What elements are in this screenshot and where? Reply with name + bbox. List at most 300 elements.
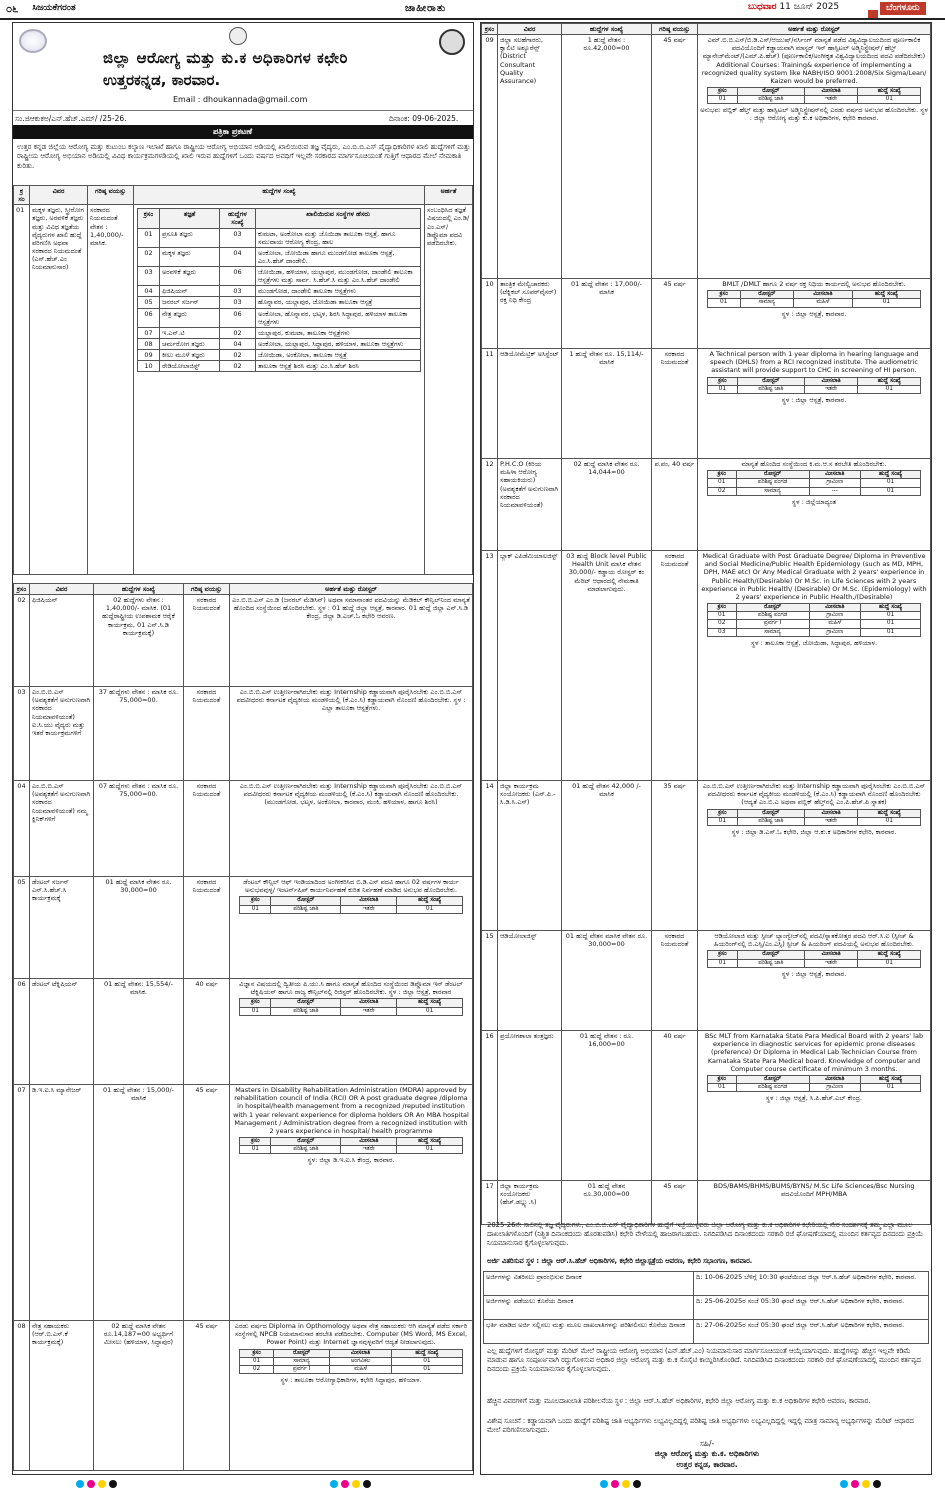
reference-number: ಸಂ.ಜಿಆಕುಕಅ/ಎನ್.ಹೆಚ್.ಎಮ್/ /25-26. bbox=[15, 114, 127, 123]
t1-header: ಹುದ್ದೆಗಳ ಸಂಖ್ಯೆ bbox=[134, 186, 425, 205]
office-header bbox=[13, 23, 473, 111]
roster-cell: ಗ್ರಾಮೀಣ bbox=[809, 612, 860, 620]
roster-cell: 01 bbox=[858, 96, 921, 104]
specialty-row bbox=[138, 327, 421, 338]
specialty-cell: 02 bbox=[220, 327, 256, 338]
specialty-cell: ಮಕ್ಕಳ ತಜ್ಞರು bbox=[160, 247, 220, 266]
specialty-cell: ಅಂಕೋಲಾ, ಜೋಯಿಡಾ ಹಾಗೂ ಮುಂಡಗೋಡ ತಾಲೂಕಾ ಆಸ್ಪತ್ರೆ, ಎಂ.ಸಿ.ಹೆಚ್ ದಾಂಡೇಲಿ. bbox=[256, 247, 421, 266]
qualification-text: A Technical person with 1 year diploma in hearing language and speech (DHLS) from a RCI recognized institute. The audiometric assistant will provide support to CHC in screening of HI person. bbox=[709, 350, 919, 375]
post-designation: ಬ್ಲಾಕ್ ಎಪಿಡೆಮಿಯಾಲಜಿಸ್ಟ್ bbox=[498, 551, 562, 781]
specialty-row bbox=[138, 267, 421, 286]
specialist-table bbox=[13, 185, 473, 575]
post-age: ಸರಕಾರದ ನಿಯಮದಂತೆ bbox=[184, 595, 230, 687]
header-row bbox=[14, 584, 473, 595]
post-designation: ಎಂ.ಬಿ.ಬಿ.ಎಸ್ (ಅವಶ್ಯಕತೆಗೆ ಅನುಗುಣವಾಗಿ ಸರಕಾರದ ನಿಯಮಾವಳಿಯಂತೆ) ಐ.ಸಿ.ಯು ವೈದ್ಯರು ಮತ್ತು ಇತರೆ ಕಾರ್ಯಕ್ರಮಗಳಿಗೆ bbox=[30, 687, 94, 781]
roster-col: ರೋಸ್ಟರ್ bbox=[737, 377, 804, 385]
footer-note-3: ಎಲ್ಲ ಹುದ್ದೆಗಳಿಗೆ ರೋಸ್ಟರ್ ಮತ್ತು ಮೆರಿಟ್ ಮೇಲೆ ರಾಷ್ಟ್ರೀಯ ಆರೋಗ್ಯ ಅಭಿಯಾನ (ಎನ್.ಹೆಚ್.ಎಂ) ನಿಯಮಾನುಸಾರ ಮಾರ್ಗಸೂಚಿಯಂತೆ ಆಯ್ಕೆಯಾಗುವುದು. ಹುದ್ದೆಗಳನ್ನು ಹೆಚ್ಚಿಸ ಇಲ್ಲವೇ ಕಡಿಮೆ ಮಾಡುವ ಹಾಗೂ ಸಂಪೂರ್ಣವಾಗಿ ರದ್ದುಗೊಳಿಸುವ ಅಧಿಕಾರ ಜಿಲ್ಲಾ ಆರೋಗ್ಯ ಮತ್ತು ಕು.ಕ ಸೊಸೈಟಿ ಕಾಯ್ದಿರಿಸಿಕೊಂಡಿದೆ. ನಿಗದಿಪಡಿಸಿದ ದಿನಾಂಕದಂದು ಸರಕಾರಿ ರಜೆ ಘೋಷಣೆಯಾದಲ್ಲಿ ಮುಂದಿನ ಕರ್ತವ್ಯದ ದಿನದಂದು ಪ್ರಕ್ರಿಯೆ ನಿಯಮಾನುಸಾರ ಕೈಗೊಳ್ಳಲಾಗುವುದು. bbox=[487, 1347, 921, 1373]
specialty-row bbox=[138, 297, 421, 308]
roster-col: ಹುದ್ದೆ ಸಂಖ್ಯೆ bbox=[397, 999, 463, 1007]
schedule-row bbox=[484, 1296, 929, 1320]
post-count: 03 ಹುದ್ದೆ Block level Public Health Unit ಮಾಸಿಕ ವೇತನ 30,000/- ಕಡ್ಡಾಯ ರೋಸ್ಟರ್ ಕಂ ಮೆರಿಟ್ ಆಧಾರದಲ್ಲಿ ನೇಮಕಾತಿ ಮಾಡಲಾಗುವುದು. bbox=[562, 551, 652, 781]
roster-table bbox=[239, 998, 463, 1015]
roster-cell: 02 bbox=[240, 1365, 274, 1373]
column-header: ಗರಿಷ್ಠ ವಯಸ್ಸು bbox=[652, 24, 698, 35]
roster-col: ಕ್ರಸಂ bbox=[240, 1137, 271, 1145]
roster-col: ರೋಸ್ಟರ್ bbox=[737, 809, 804, 817]
footer-special-note: ವಿಶೇಷ ಸೂಚನೆ : ಕಡ್ಡಾಯವಾಗಿ ಒಂದು ಹುದ್ದೆಗೆ ಪರಿಶಿಷ್ಟ ಜಾತಿ ಅಭ್ಯರ್ಥಿಗಳು ಲಭ್ಯವಿಲ್ಲದಿದ್ದಲ್ಲಿ ಪರಿಶಿಷ್ಟ ಜಾತಿ ಅಭ್ಯರ್ಥಿಗಳು ಲಭ್ಯವಿಲ್ಲದಿದ್ದಲ್ಲಿ ಇದ್ದಲ್ಲಿ ಮಾತ್ರ ಸಾಮಾನ್ಯ ಅಭ್ಯರ್ಥಿಗಳನ್ನು ಮೆರಿಟ್ ಆಧಾರದ ಮೇಲೆ ಪರಿಗಣಿಸಲಾಗುವುದು. bbox=[487, 1417, 914, 1434]
press-release-banner: ಪತ್ರಿಕಾ ಪ್ರಕಟಣೆ bbox=[13, 125, 473, 139]
reference-date: ದಿನಾಂಕ: 09-06-2025. bbox=[389, 114, 459, 123]
roster-row bbox=[240, 1007, 463, 1015]
roster-cell: ಅಂಗವಿಕಲ bbox=[330, 1357, 392, 1365]
post-designation: ಜಿಲ್ಲಾ ಸಲಹೆಗಾರರು, ಕ್ವಾಲಿಟಿ ಅಶ್ಯೂರೆನ್ಸ್ (District Consultant Quality Assurance) bbox=[498, 35, 562, 279]
specialty-cell: ಕುಮಟಾ, ಅಂಕೋಲಾ ಮತ್ತು ಜೊಯಿಡಾ ತಾಲೂಕಾ ಆಸ್ಪತ್ರೆ, ಹಾಗೂ ಸಮುದಾಯ ಆರೋಗ್ಯ ಕೇಂದ್ರ, ಹಾಲ bbox=[256, 228, 421, 247]
post-designation: ಡಿ.ಇ.ಐ.ಸಿ ಮ್ಯಾನೇಜರ್ bbox=[30, 1085, 94, 1321]
schedule-label: ಭರ್ತಿ ಮಾಡಿದ ಅರ್ಜಿ ಸಲ್ಲಿಸಲು ಮತ್ತು ಮೂಲ ದಾಖಲಾತಿಗಳನ್ನು ಪರಿಶೀಲಿಸಲು ಕೊನೆಯ ದಿನಾಂಕ bbox=[484, 1320, 694, 1344]
post-qualification bbox=[230, 1085, 473, 1321]
post-count: 01 ಹುದ್ದೆ ಮಾಸಿಕ ವೇತನ ರೂ. 30,000=00 bbox=[94, 877, 184, 979]
specialty-cell: 03 bbox=[220, 286, 256, 297]
roster-col: ರೋಸ್ಟರ್ bbox=[737, 951, 804, 959]
post-sno: 09 bbox=[482, 35, 498, 279]
t1-header: ಅರ್ಹತೆ bbox=[425, 186, 473, 205]
roster-table bbox=[707, 377, 921, 394]
qualification-text: BDS/BAMS/BHMS/BUMS/BYNS/ M.Sc Life Sciences/Bsc Nursing ಪದವಿಯೊಂದಿಗೆ MPH/MBA bbox=[713, 1182, 915, 1199]
newspaper-name: ಸಿಜಯಕೆಗರಂತ bbox=[32, 3, 76, 14]
roster-cell: ಇತರೇ bbox=[804, 385, 858, 393]
specialty-cell: ಹೊನ್ನಾವರ, ಯಲ್ಲಾಪುರ, ಜೋಯಿಡಾ ತಾಲೂಕಾ ಆಸ್ಪತ್ರೆ bbox=[256, 297, 421, 308]
roster-table bbox=[707, 290, 921, 307]
registration-dots-4 bbox=[840, 1480, 881, 1488]
specialty-cell: ರೇಡಿಯೋಲಾಜಿಸ್ಟ್ bbox=[160, 361, 220, 372]
specialty-cell: 08 bbox=[138, 338, 160, 349]
post-age: 40 ವರ್ಷ bbox=[184, 979, 230, 1085]
post-designation: ಆಡಿಯೋಮೆಟ್ರಿಕ್ ಅಸಿಸ್ಟೆಂಟ್ bbox=[498, 349, 562, 459]
qualification-text: BMLT /DMLT ಹಾಗೂ 2 ವರ್ಷ ರಕ್ತ ನಿಧಿಯ ಕಾರ್ಯದಲ್ಲಿ ಅನುಭವ ಹೊಂದಿರಬೇಕು. bbox=[722, 280, 906, 289]
post-count: 02 ಹುದ್ದೆ ಮಾಸಿಕ ವೇತನ ರೂ. 14,044=00 bbox=[562, 459, 652, 551]
post-age: 45 ವರ್ಷ bbox=[184, 1321, 230, 1471]
schedule-row bbox=[484, 1320, 929, 1344]
post-qualification bbox=[230, 877, 473, 979]
roster-col: ಮೀಸಲಾತಿ bbox=[330, 1349, 392, 1357]
intro-paragraph: ಉತ್ತರ ಕನ್ನಡ ಜಿಲ್ಲೆಯ ಆರೋಗ್ಯ ಮತ್ತು ಕುಟುಂಬ ಕಲ್ಯಾಣ ಇಲಾಖೆ ಹಾಗೂ ರಾಷ್ಟ್ರೀಯ ಆರೋಗ್ಯ ಅಭಿಯಾನ ಅಡಿಯಲ್ಲಿ ಖಾಲಿಯಿರುವ ತಜ್ಞ ವೈದ್ಯರು, ಎಂ.ಬಿ.ಬಿ.ಎಸ್ ವೈದ್ಯಾಧಿಕಾರಿಗಳ ಖಾಲಿ ಹುದ್ದೆಗಳಿಗೆ ಮತ್ತು ರಾಷ್ಟ್ರೀಯ ಆರೋಗ್ಯ ಅಭಿಯಾನ ಅಡಿಯಲ್ಲಿ ವಿವಿಧ ಕಾರ್ಯಕ್ರಮಗಳಡಿಯಲ್ಲಿ ಖಾಲಿ ಇರುವ ಹುದ್ದೆಗಳಿಗೆ ಒಂದು ವರ್ಷದ ಅವಧಿಗೆ ಇಲ್ಲವೇ ಸರಕಾರದ ಮಾರ್ಗಸೂಚಿಯಂತೆ ಗುತ್ತಿಗೆ ಆಧಾರದ ಮೇಲೆ ನೇಮಕಾತಿ ಕುರಿತು. bbox=[17, 143, 471, 170]
roster-cell: ಮಹಿಳೆ bbox=[794, 299, 853, 307]
roster-col: ಮೀಸಲಾತಿ bbox=[804, 951, 858, 959]
post-place: ಸ್ಥಳ: ಜಿಲ್ಲಾ ಡಿ.ಇ.ಐ.ಸಿ ಕೇಂದ್ರ, ಕಾರವಾರ. bbox=[307, 1156, 395, 1165]
roster-col: ರೋಸ್ಟರ್ bbox=[271, 897, 341, 905]
specialty-cell: ಇ.ಎನ್.ಟಿ bbox=[160, 327, 220, 338]
roster-col: ಮೀಸಲಾತಿ bbox=[341, 999, 397, 1007]
post-age: 40 ವರ್ಷ bbox=[652, 1031, 698, 1181]
roster-cell: ಸಾಮಾನ್ಯ bbox=[736, 487, 809, 495]
roster-header bbox=[707, 951, 920, 959]
specialty-cell: ಮುಂಡಗೋಡ, ದಾಂಡೇಲಿ ತಾಲೂಕಾ ಆಸ್ಪತ್ರೆಗಳು bbox=[256, 286, 421, 297]
roster-col: ಹುದ್ದೆ ಸಂಖ್ಯೆ bbox=[391, 1349, 462, 1357]
post-qualification bbox=[230, 687, 473, 781]
roster-cell: 01 bbox=[707, 299, 740, 307]
roster-col: ರೋಸ್ಟರ್ bbox=[736, 603, 809, 611]
post-age: ಸರಕಾರದ ನಿಯಮದಂತೆ bbox=[652, 931, 698, 1031]
roster-header bbox=[707, 809, 920, 817]
post-sno: 12 bbox=[482, 459, 498, 551]
post-row bbox=[14, 877, 473, 979]
roster-cell: ಪರಿಶಿಷ್ಟ ಜಾತಿ bbox=[271, 1146, 341, 1154]
roster-cell: ಗ್ರಾಮೀಣ bbox=[809, 479, 860, 487]
office-email: Email : dhoukannada@gmail.com bbox=[173, 95, 308, 104]
specialty-cell: 09 bbox=[138, 350, 160, 361]
roster-header bbox=[707, 603, 920, 611]
post-designation: P.H.C.O (ಕಿರಿಯ ಮಹಿಳಾ ಆರೋಗ್ಯ ಸಹಾಯಕಿಯರು) (ಅವಶ್ಯಕತೆಗೆ ಅನುಗುಣವಾಗಿ ಸರಕಾರದ ನಿಯಮಾವಳಿಯಂತೆ) bbox=[498, 459, 562, 551]
specialty-cell: 03 bbox=[220, 228, 256, 247]
section-label: ಜಾಹೀರಾತು bbox=[405, 3, 447, 14]
specialty-cell: ಯಲ್ಲಾಪುರ, ಕುಮಟಾ, ತಾಲೂಕಾ ಆಸ್ಪತ್ರೆಗಳು bbox=[256, 327, 421, 338]
roster-table bbox=[239, 896, 463, 913]
roster-cell: 01 bbox=[240, 905, 271, 913]
post-qualification bbox=[698, 551, 931, 781]
post-age: 45 ವರ್ಷ bbox=[652, 35, 698, 279]
roster-col: ಕ್ರಸಂ bbox=[240, 1349, 274, 1357]
specialty-cell: ಜೋಯಿಡಾ, ಹಳಿಯಾಳ, ಯಲ್ಲಾಪುರ, ಮುಂಡಗೋಡ, ದಾಂಡೇಲಿ ತಾಲೂಕಾ ಆಸ್ಪತ್ರೆಗಳು ಮತ್ತು ಸಾರ್ವ. ಸಿ.ಹೆಚ್.ಸಿ ಮತ್ತು ಎಂ.ಸಿ.ಹೆಚ್ ದಾಂಡೇಲಿ bbox=[256, 267, 421, 286]
specialty-cell: 02 bbox=[220, 361, 256, 372]
roster-col: ರೋಸ್ಟರ್ bbox=[736, 471, 809, 479]
reference-line bbox=[13, 111, 473, 125]
post-row bbox=[14, 595, 473, 687]
schedule-value: ದಿ: 25-06-2025ರ ಸಂಜೆ 05:30 ಘಂಟೆ ಜಿಲ್ಲಾ ಆರ್.ಸಿ.ಹೆಚ್ ಅಧಿಕಾರಿಗಳ ಕಛೇರಿ, ಕಾರವಾರ. bbox=[694, 1296, 929, 1320]
roster-row bbox=[240, 1146, 463, 1154]
t1-header: ಗರಿಷ್ಠ ವಯಸ್ಸು bbox=[88, 186, 134, 205]
qualification-text: Medical Graduate with Post Graduate Degree/ Diploma in Preventive and Social Medicine/Public Health Epidemiology (such as MD, MPH, DPH, MAE etc) Or Any Medical Graduate with 2 years' experience in Public Health/(Desirable) Or M.Sc. in Life Sciences with 2 years experience in Public Health/ (Desirable) Or M.Sc. (Epidemiology) with 2 years' experience in Public Health,/(Desirable) bbox=[701, 552, 927, 601]
post-row bbox=[482, 931, 931, 1031]
roster-col: ಮೀಸಲಾತಿ bbox=[809, 603, 860, 611]
roster-cell: ಪರಿಶಿಷ್ಟ ಪಂಗಡ bbox=[736, 612, 809, 620]
post-extra: ಸ್ಥಳ : ಜಿಲ್ಲೆಯಾದ್ಯಂತ bbox=[791, 497, 837, 506]
left-column bbox=[12, 22, 474, 1475]
qualification-text: ಆಡಿಯೋಲಾಜಿ ಮತ್ತು ಸ್ಪೀಚ್ ಲ್ಯಾಂಗ್ವೇಜ್‌ನಲ್ಲಿ ಪದವಿ/ಸ್ನಾತಕೋತ್ತರ ಪದವಿ ಆರ್.ಸಿ.ಐ (ಸ್ಪೀಚ್ & ಹಿಯರಿಂಗ್‌ನಲ್ಲಿ ಬಿ.ಎಸ್ಸಿ/ಎಂ.ಎಸ್ಸಿ) ಸ್ಪೀಚ್ & ಹಿಯರಿಂಗ್ ಪದವಿಯಲ್ಲಿ ಅನುಭವ ಹೊಂದಿರಬೇಕು. bbox=[714, 932, 914, 949]
t1-sno: 01 bbox=[14, 205, 30, 575]
edition-city: ಬೆಂಗಳೂರು bbox=[880, 2, 926, 15]
page-number: ೦೬ bbox=[6, 2, 19, 16]
specialty-cell: 02 bbox=[138, 247, 160, 266]
post-sno: 03 bbox=[14, 687, 30, 781]
specialty-cell: 04 bbox=[220, 338, 256, 349]
specialty-row bbox=[138, 228, 421, 247]
specialist-inner-table: ಕ್ರಸಂ ತಜ್ಞತೆ ಹುದ್ದೆಗಳ ಸಂಖ್ಯೆ ಖಾಲಿಯಿರುವ ಸಂಸ್ಥೆಗಳ ಹೆಸರು 01 ಪ್ರಸೂತಿ ತಜ್ಞರು 03 ಕುಮಟಾ, ಅಂಕೋಲಾ ಮತ್ತು ಜೊಯಿಡಾ ತಾಲೂಕಾ ಆಸ್ಪತ್ರೆ, ಹಾಗೂ ಸಮುದಾಯ ಆರೋಗ್ಯ ಕೇಂದ್ರ, ಹಾಲ 02 ಮಕ್ಕಳ ತಜ್ಞರು 04 ಅಂಕೋಲಾ, ಜೋಯಿಡಾ ಹಾಗೂ ಮುಂಡಗೋಡ ತಾಲೂಕಾ ಆಸ್ಪತ್ರೆ, ಎಂ.ಸಿ.ಹೆಚ್ ದಾಂಡೇಲಿ. 03 ಅರವಳಿಕೆ ತಜ್ಞರು 06 ಜೋಯಿಡಾ, ಹಳಿಯಾಳ, ಯಲ್ಲಾಪುರ, ಮುಂಡಗೋಡ, ದಾಂಡೇಲಿ ತಾಲೂಕಾ ಆಸ್ಪತ್ರೆಗಳು ಮತ್ತು ಸಾರ್ವ. ಸಿ.ಹೆಚ್.ಸಿ ಮತ್ತು ಎಂ.ಸಿ.ಹೆಚ್ ದಾಂಡೇಲಿ 04 ಫಿಜಿಷಿಯನ್ 03 ಮುಂಡಗೋಡ, ದಾಂಡೇಲಿ ತಾಲೂಕಾ ಆಸ್ಪತ್ರೆಗಳು 05 ಜನರಲ್ ಸರ್ಜನ್ 03 ಹೊನ್ನಾವರ, ಯಲ್ಲಾಪುರ, ಜೋಯಿಡಾ ತಾಲೂಕಾ ಆಸ್ಪತ್ರೆ 06 ನೇತ್ರ ತಜ್ಞರು 06 ಅಂಕೋಲಾ, ಹೊನ್ನಾವರ, ಭಟ್ಕಳ, ಶಿರಸಿ ಸಿದ್ಧಾಪುರ, ಹಳಿಯಾಳ ತಾಲೂಕಾ ಆಸ್ಪತ್ರೆಗಳು 07 ಇ.ಎನ್.ಟಿ 02 ಯಲ್ಲಾಪುರ, ಕುಮಟಾ, ತಾಲೂಕಾ ಆಸ್ಪತ್ರೆಗಳು 08 ಚರ್ಮರೋಗ ತಜ್ಞರು 04 ಅಂಕೋಲಾ, ಯಲ್ಲಾಪುರ, ಸಿದ್ಧಾಪುರ, ಹಳಿಯಾಳ, ತಾಲೂಕಾ ಆಸ್ಪತ್ರೆಗಳು 09 ಕೀಲು ಮೂಳೆ ತಜ್ಞರು 02 ಜೋಯಿಡಾ, ಅಂಕೋಲಾ, ತಾಲೂಕಾ ಆಸ್ಪತ್ರೆ 10 ರೇಡಿಯೋಲಾಜಿಸ್ಟ್ 02 ತಾಲೂಕಾ ಆಸ್ಪತ್ರೆ ಶಿರಸಿ ಮತ್ತು ಎಂ.ಸಿ.ಹೆಚ್ ಶಿರಸಿ bbox=[137, 208, 421, 372]
post-count: 01 ಹುದ್ದೆ ವೇತನ : 15,000/- ಮಾಸಿಕ bbox=[94, 1085, 184, 1321]
qualification-text: Masters in Disability Rehabilitation Administration (MDRA) approved by rehabilitation council of India (RCI) OR A post graduate degree /diploma in hospital/health management from a recognized /reputed institution with 1 year relevant experience for diploma holders OR An MBA hospital Management / Administration degree from a recognized institution with 2 years experience in hospital/ health programme bbox=[233, 1086, 469, 1135]
post-row bbox=[14, 781, 473, 877]
post-count: 01 ಹುದ್ದೆ ವೇತನ ರೂ.30,000=00 bbox=[562, 1181, 652, 1225]
roster-row bbox=[240, 905, 463, 913]
roster-cell: 01 bbox=[240, 1357, 274, 1365]
footer-note-1: 2025-26ನೇ ಸಾಲಿನಲ್ಲಿ ತಜ್ಞ ವೈದ್ಯರುಗಳು, ಎಂ.ಬಿ.ಬಿ.ಎಸ್ ವೈದ್ಯಾಧಿಕಾರಿಗಳ ಹುದ್ದೆಗೆ ಇಚ್ಛೆಯುಳ್ಳವರು ಜಿಲ್ಲಾ ಆರೋಗ್ಯ ಮತ್ತು ಕು.ಕ ಅಧಿಕಾರಿಗಳ ಕಛೇರಿಯಲ್ಲಿ ನೇರ ಸಂದರ್ಶನಕ್ಕೆ ತಮ್ಮ ಎಲ್ಲಾ ಮೂಲ ದಾಖಲಾತಿಗಳೊಂದಿಗೆ (ನಿಶ್ಚಿತ ದಿನಾಂಕದಂದು ಹೊರತುಪಡಿಸಿ) ಕಛೇರಿ ವೇಳೆಯಲ್ಲಿ ಹಾಜರಾಗಬಹುದು. ನಿಗದಿಪಡಿಸಿದ ದಿನಾಂಕದಂದು ಸರಕಾರಿ ರಜೆ ಘೋಷಣೆಯಾದಲ್ಲಿ ಮುಂದಿನ ಕರ್ತವ್ಯದ ದಿನದಂದು ಪ್ರಕ್ರಿಯೆ ನಿಯಮಾನುಸಾರ ಕೈಗೊಳ್ಳಲಾಗುವುದು. bbox=[487, 1221, 923, 1247]
roster-col: ಕ್ರಸಂ bbox=[707, 809, 737, 817]
specialty-row bbox=[138, 308, 421, 327]
roster-col: ರೋಸ್ಟರ್ bbox=[736, 1075, 809, 1083]
roster-col: ಮೀಸಲಾತಿ bbox=[804, 87, 858, 95]
roster-col: ಹುದ್ದೆ ಸಂಖ್ಯೆ bbox=[858, 87, 921, 95]
right-column bbox=[480, 22, 932, 1475]
post-row bbox=[482, 35, 931, 279]
roster-col: ಹುದ್ದೆ ಸಂಖ್ಯೆ bbox=[860, 603, 920, 611]
roster-cell: ಸಾಮಾನ್ಯ bbox=[273, 1357, 329, 1365]
specialty-cell: ತಾಲೂಕಾ ಆಸ್ಪತ್ರೆ ಶಿರಸಿ ಮತ್ತು ಎಂ.ಸಿ.ಹೆಚ್ ಶಿರಸಿ bbox=[256, 361, 421, 372]
post-sno: 07 bbox=[14, 1085, 30, 1321]
header-row bbox=[482, 24, 931, 35]
post-row bbox=[14, 979, 473, 1085]
qualification-text: BSc MLT from Karnataka State Para Medical Board with 2 years' lab experience in diagnostic services for epidemic prone diseases (preference) Or Diploma in Medical Lab Technician Course from Karnataka State Para Medical board. Knowledge of computer and Computer course certificate of minimum 3 months. bbox=[704, 1032, 924, 1073]
post-extra: ಸ್ಥಳ : ತಾಲೂಕಾ ಆಸ್ಪತ್ರೆ, ಜೋಯಿಡಾ, ಸಿದ್ಧಾಪುರ, ಹಳಿಯಾಳ. bbox=[750, 638, 878, 647]
post-row bbox=[482, 1031, 931, 1181]
post-age: 45 ವರ್ಷ bbox=[652, 279, 698, 349]
roster-row bbox=[240, 1357, 463, 1365]
roster-cell: ಪರಿಶಿಷ್ಟ ಜಾತಿ bbox=[737, 959, 804, 967]
column-header: ಹುದ್ದೆಗಳ ಸಂಖ್ಯೆ bbox=[94, 584, 184, 595]
specialty-cell: 05 bbox=[138, 297, 160, 308]
post-count: 01 ಹುದ್ದೆ ವೇತನ: 15,554/- ಮಾಸಿಕ. bbox=[94, 979, 184, 1085]
specialty-cell: 10 bbox=[138, 361, 160, 372]
roster-col: ಹುದ್ದೆ ಸಂಖ್ಯೆ bbox=[858, 809, 921, 817]
post-row bbox=[14, 687, 473, 781]
post-sno: 08 bbox=[14, 1321, 30, 1471]
specialty-cell: 01 bbox=[138, 228, 160, 247]
qualification-text: ಎಂ.ಬಿ.ಬಿ.ಎಸ್ ಉತ್ತೀರ್ಣರಾಗಿರಬೇಕು ಮತ್ತು Internship ಕಡ್ಡಾಯವಾಗಿ ಪೂರೈಸಿರಬೇಕು ಎಂ.ಬಿ.ಬಿ.ಎಸ್ ಪದವೀಧರರು ಕರ್ನಾಟಕ ವೈದ್ಯಕೀಯ ಮಂಡಳಿಯಲ್ಲಿ (ಕೆ.ಎಂ.ಸಿ) ಕಡ್ಡಾಯವಾಗಿ ನೊಂದಣಿ ಹೊಂದಿರಬೇಕು (ಆದ್ಯತೆ ಎಂ.ಬಿ.ಎ ಅಥವಾ ಪಬ್ಲಿಕ್ ಹೆಲ್ತ್‌ನಲ್ಲಿ ಎಂ.ಪಿ.ಹೆಚ್.ಪಿ ಸ್ನಾತಕ) bbox=[702, 782, 926, 807]
post-row bbox=[482, 279, 931, 349]
roster-cell: 01 bbox=[860, 487, 920, 495]
roster-col: ಕ್ರಸಂ bbox=[707, 603, 736, 611]
t1-header: ಕ್ರ ಸಂ bbox=[14, 186, 30, 205]
column-header: ಹುದ್ದೆಗಳ ಸಂಖ್ಯೆ bbox=[562, 24, 652, 35]
post-sno: 02 bbox=[14, 595, 30, 687]
roster-header bbox=[707, 471, 920, 479]
post-age: ಸರಕಾರದ ನಿಯಮದಂತೆ bbox=[184, 781, 230, 877]
specialty-cell: ನೇತ್ರ ತಜ್ಞರು bbox=[160, 308, 220, 327]
post-age: 45 ವರ್ಷ bbox=[652, 1181, 698, 1225]
specialty-cell: ಅಂಕೋಲಾ, ಹೊನ್ನಾವರ, ಭಟ್ಕಳ, ಶಿರಸಿ ಸಿದ್ಧಾಪುರ, ಹಳಿಯಾಳ ತಾಲೂಕಾ ಆಸ್ಪತ್ರೆಗಳು bbox=[256, 308, 421, 327]
post-extra: ಸ್ಥಳ : ಜಿಲ್ಲಾ ಆಸ್ಪತ್ರೆ, ಕಾರವಾರ. bbox=[781, 969, 847, 978]
post-count: 02 ಹುದ್ದೆ ಮಾಸಿಕ ವೇತನ ರೂ.14,187=00 ಅಭ್ಯರ್ಥಿಗೆ ಮೀಸಲು (ಹಳಿಯಾಳ, ಸಿದ್ಧಾಪುರ) bbox=[94, 1321, 184, 1471]
post-designation: ಜಿಲ್ಲಾ ಕಾರ್ಯಕ್ರಮ ಸಂಯೋಜಕರು (ಹೆಚ್.ಡಬ್ಲ್ಯು.ಸಿ) bbox=[498, 1181, 562, 1225]
roster-cell: 01 bbox=[852, 299, 921, 307]
roster-cell: 01 bbox=[860, 479, 920, 487]
issue-date bbox=[748, 2, 839, 13]
roster-col: ಕ್ರಸಂ bbox=[707, 471, 736, 479]
post-qualification bbox=[698, 459, 931, 551]
qualification-text: ಎರಡು ವರ್ಷದ Diploma in Opthomology ಅಥವಾ ನೇತ್ರ ಸಹಾಯಕರು ಆಗಿ ಮಾನ್ಯತೆ ಪಡೆದ ಸರ್ಕಾರಿ ಸಂಸ್ಥೆಗಳಲ್ಲಿ NPCB ನಿಯಮಾನುಸಾರ ತರಬೇತಿ ಪಡೆದಿರಬೇಕು. Computer (MS Word, MS Excel, Power Point) ಮತ್ತು Internet ಜ್ಞಾನವುಳ್ಳವರಿಗೆ ಆದ್ಯತೆ ನೀಡಲಾಗುವುದು. bbox=[234, 1322, 468, 1347]
post-qualification bbox=[230, 979, 473, 1085]
specialty-cell: ಕೀಲು ಮೂಳೆ ತಜ್ಞರು bbox=[160, 350, 220, 361]
schedule-table bbox=[483, 1271, 929, 1344]
post-age: 35 ವರ್ಷ bbox=[652, 781, 698, 931]
post-sno: 15 bbox=[482, 931, 498, 1031]
post-count: 02 ಹುದ್ದೆಗಳು ವೇತನ : 1,40,000/- ಮಾಸಿಕ. (01 ಹುದ್ದೆರಾಷ್ಟ್ರೀಯ ಉಪಶಾಮಕ ಆರೈಕೆ ಕಾರ್ಯಕ್ರಮ, 01 ಎನ್.ಸಿ.ಡಿ ಕಾರ್ಯಕ್ರಮಕ್ಕೆ) bbox=[94, 595, 184, 687]
roster-col: ಮೀಸಲಾತಿ bbox=[804, 377, 858, 385]
roster-cell: 01 bbox=[707, 96, 737, 104]
post-count: 01 ಹುದ್ದೆ ವೇತನ : ರೂ. 16,000=00 bbox=[562, 1031, 652, 1181]
qualification-text: ವಿಜ್ಞಾನ ವಿಷಯದಲ್ಲಿ ದ್ವಿತೀಯ ಪಿ.ಯು.ಸಿ ಹಾಗೂ ಮಾನ್ಯತೆ ಹೊಂದಿದ ಸಂಸ್ಥೆಯಿಂದ ಡಿಪ್ಲೊಮಾ ಇನ್ ಡೆಂಟಲ್ ಟೆಕ್ನಿಷಿಯನ್ ಹಾಗೂ ರಾಜ್ಯ ಕೌನ್ಸಿಲ್‌ನಲ್ಲಿ ರಿಜಿಸ್ಟರ್ ಹೊಂದಿರಬೇಕು. ಸ್ಥಳ : ಜಿಲ್ಲಾ ಆಸ್ಪತ್ರೆ, ಕಾರವಾರ bbox=[239, 980, 463, 997]
qualification-text: ಎಂ.ಬಿ.ಬಿ.ಎಸ್ ಉತ್ತೀರ್ಣರಾಗಿರಬೇಕು ಮತ್ತು Internship ಕಡ್ಡಾಯವಾಗಿ ಪೂರೈಸಿರಬೇಕು ಎಂ.ಬಿ.ಬಿ.ಎಸ್ ಪದವೀಧರರು ಕರ್ನಾಟಕ ವೈದ್ಯಕೀಯ ಮಂಡಳಿಯಲ್ಲಿ (ಕೆ.ಎಂ.ಸಿ) ಕಡ್ಡಾಯವಾಗಿ ನೊಂದಣಿ ಹೊಂದಿರಬೇಕು. ಸ್ಥಳ : ಎಲ್ಲಾ ತಾಲೂಕಾ ಆಸ್ಪತ್ರೆಗಳು. bbox=[236, 688, 466, 713]
specialty-cell: 07 bbox=[138, 327, 160, 338]
roster-col: ಮೀಸಲಾತಿ bbox=[341, 1137, 397, 1145]
post-sno: 06 bbox=[14, 979, 30, 1085]
roster-cell: ಇತರೇ bbox=[341, 905, 397, 913]
specialty-cell: ಫಿಜಿಷಿಯನ್ bbox=[160, 286, 220, 297]
post-designation: ಡೆಂಟಲ್ ಸರ್ಜನ್ ಎನ್.ಸಿ.ಹೆಚ್.ಸಿ ಕಾರ್ಯಕ್ರಮಕ್ಕೆ bbox=[30, 877, 94, 979]
post-extra: ಸ್ಥಳ : ಜಿಲ್ಲಾ ಆಸ್ಪತ್ರೆ, ಸಿ.ಪಿ.ಹೆಚ್.ಎಲ್ ಕೇಂದ್ರ. bbox=[765, 1094, 863, 1103]
specialty-row bbox=[138, 247, 421, 266]
roster-header bbox=[240, 1349, 463, 1357]
roster-cell: 01 bbox=[397, 1007, 463, 1015]
signatory-title: ಜಿಲ್ಲಾ ಆರೋಗ್ಯ ಮತ್ತು ಕು.ಕ. ಅಧಿಕಾರಿಗಳು bbox=[654, 1449, 760, 1458]
post-designation: ತಾಂತ್ರಿಕ ಮೇಲ್ವಿಚಾರಕರು (ಟೆಕ್ನಿಕಲ್ ಸೂಪರ್‌ವೈಸರ್) ರಕ್ತ ನಿಧಿ ಕೇಂದ್ರ bbox=[498, 279, 562, 349]
t1-qualification: ಸಂಬಂಧಿಸಿದ ತಜ್ಞತೆ ವಿಷಯದಲ್ಲಿ ಎಂ.ಡಿ/ ಎಂ.ಎಸ್/ ಡಿಪ್ಲೊಮಾ ಪದವಿ ಪಡೆದಿರಬೇಕು. bbox=[425, 205, 473, 575]
roster-cell: ಪರಿಶಿಷ್ಟ ಜಾತಿ bbox=[271, 905, 341, 913]
post-sno: 16 bbox=[482, 1031, 498, 1181]
post-row bbox=[482, 349, 931, 459]
roster-cell: 01 bbox=[707, 479, 736, 487]
signature-label: ಸಹಿ/- bbox=[699, 1439, 715, 1448]
roster-cell: 01 bbox=[707, 817, 737, 825]
post-extra: ಸ್ಥಳ : ಜಿಲ್ಲಾ ಡಿ.ಎಸ್.ಓ ಕಛೇರಿ, ಜಿಲ್ಲಾ ಆ.ಕು.ಕ ಅಧಿಕಾರಿಗಳ ಕಛೇರಿ, ಕಾರವಾರ. bbox=[731, 827, 897, 836]
specialty-cell: 03 bbox=[138, 267, 160, 286]
roster-cell: ಪರಿಶಿಷ್ಟ ಪಂಗಡ bbox=[736, 1083, 809, 1091]
post-sno: 11 bbox=[482, 349, 498, 459]
roster-col: ರೋಸ್ಟರ್ bbox=[740, 291, 794, 299]
post-count: 01 ಹುದ್ದೆ ವೇತನ ಮಾಸಿಕ ವೇತನ ರೂ. 30,000=00 bbox=[562, 931, 652, 1031]
post-qualification bbox=[698, 931, 931, 1031]
roster-cell: 01 bbox=[397, 1146, 463, 1154]
roster-row bbox=[707, 620, 920, 628]
schedule-row bbox=[484, 1272, 929, 1296]
footer-note-4: ಹೆಚ್ಚಿನ ವಿವರಗಳಿಗೆ ಮತ್ತು ಮೂಲದಾಖಲಾತಿ ಪರಿಶೀಲನೆಯ ಸ್ಥಳ : ಜಿಲ್ಲಾ ಆರ್.ಸಿ.ಹೆಚ್ ಅಧಿಕಾರಿಗಳ, ಕಛೇರಿ ಜಿಲ್ಲಾ ಆರೋಗ್ಯ ಮತ್ತು ಕು.ಕ ಅಧಿಕಾರಿಗಳ ಕಛೇರಿ ಆವರಣ, ಕಾರವಾರ. bbox=[487, 1397, 871, 1405]
post-designation: ಆಡಿಯೋಲಾಜಿಸ್ಟ್ bbox=[498, 931, 562, 1031]
specialty-row bbox=[138, 338, 421, 349]
post-sno: 10 bbox=[482, 279, 498, 349]
roster-cell: 01 bbox=[391, 1357, 462, 1365]
post-designation: ಫಿಜಿಷಿಯನ್ bbox=[30, 595, 94, 687]
post-row bbox=[14, 1085, 473, 1321]
post-row bbox=[482, 1181, 931, 1225]
roster-col: ಮೀಸಲಾತಿ bbox=[804, 809, 858, 817]
roster-col: ರೋಸ್ಟರ್ bbox=[273, 1349, 329, 1357]
post-extra: ಅನುಭವ: ಪಬ್ಲಿಕ್ ಹೆಲ್ತ್ ಮತ್ತು ಹಾಸ್ಪಿಟಲ್ ಅಡ್ಮಿನಿಸ್ಟ್ರೇಷನ್‌ನಲ್ಲಿ ಎರಡು ವರ್ಷದ ಅನುಭವ ಹೊಂದಿರಬೇಕು. ಸ್ಥಳ : ಜಿಲ್ಲಾ ಆರೋಗ್ಯ ಮತ್ತು ಕು.ಕ ಅಧಿಕಾರಿಗಳ, ಕಛೇರಿ ಕಾರವಾರ. bbox=[700, 106, 928, 123]
roster-cell: ಮಹಿಳೆ bbox=[330, 1365, 392, 1373]
roster-col: ಹುದ್ದೆ ಸಂಖ್ಯೆ bbox=[860, 1075, 920, 1083]
roster-cell: 01 bbox=[860, 620, 920, 628]
roster-header bbox=[707, 291, 920, 299]
roster-col: ಕ್ರಸಂ bbox=[707, 951, 737, 959]
newspaper-header bbox=[0, 0, 945, 20]
t1-header: ವಿವರ bbox=[30, 186, 88, 205]
post-row bbox=[14, 1321, 473, 1471]
qualification-text: ಮಾನ್ಯತೆ ಹೊಂದಿದ ಸಂಸ್ಥೆಯಿಂದ ಕಿ.ಮ.ಆ.ಸ ತರಬೇತಿ ಹೊಂದಿರಬೇಕು. bbox=[741, 460, 887, 469]
roster-cell: 01 bbox=[391, 1365, 462, 1373]
roster-col: ರೋಸ್ಟರ್ bbox=[271, 999, 341, 1007]
roster-col: ಕ್ರಸಂ bbox=[240, 999, 271, 1007]
roster-cell: 01 bbox=[858, 959, 921, 967]
post-qualification bbox=[230, 595, 473, 687]
roster-row bbox=[707, 479, 920, 487]
t1-age: ಸರಕಾರದ ನಿಯಮದಂತೆ ವೇತನ : 1,40,000/- ಮಾಸಿಕ. bbox=[88, 205, 134, 575]
roster-cell: 01 bbox=[707, 385, 737, 393]
specialty-cell: 06 bbox=[138, 308, 160, 327]
post-place: ಸ್ಥಳ : ತಾಲೂಕಾ ಆರೋಗ್ಯಾಧಿಕಾರಿಗಳ, ಕಛೇರಿ ಸಿದ್ಧಾಪುರ, ಹಳಿಯಾಳ. bbox=[280, 1376, 422, 1385]
post-extra: ಸ್ಥಳ : ಜಿಲ್ಲಾ ಆಸ್ಪತ್ರೆ, ಕಾರವಾರ. bbox=[781, 309, 847, 318]
qualification-text: ಎಂ.ಬಿ.ಬಿ.ಎಸ್ ಎಂ.ಡಿ (ಜನರಲ್ ಮೆಡಿಸಿನ್) ಅಥವಾ ಸಮಾನಾಂತರ ಪದವಿಯನ್ನು ಮೆಡಿಕಲ್ ಕೌನ್ಸಿಲ್‌ನಿಂದ ಮಾನ್ಯತೆ ಹೊಂದಿದ ಸಂಸ್ಥೆಯಿಂದ ಹೊಂದಿರಬೇಕು. ಸ್ಥಳ : 01 ಹುದ್ದೆ ಜಿಲ್ಲಾ ಆಸ್ಪತ್ರೆ, ಕಾರವಾರ. 01 ಹುದ್ದೆ ಜಿಲ್ಲಾ ಎನ್.ಸಿ.ಡಿ ಕೇಂದ್ರ, ಜಿಲ್ಲಾ ಡಿ.ಎಚ್.ಓ ಕಛೇರಿ ಆವರಣ. bbox=[232, 596, 470, 621]
post-count: 01 ಹುದ್ದೆ ವೇತನ 42,000 /- ಮಾಸಿಕ bbox=[562, 781, 652, 931]
roster-cell: 01 bbox=[858, 385, 921, 393]
roster-cell: ಪರಿಶಿಷ್ಟ ಜಾತಿ bbox=[737, 817, 804, 825]
schedule-value: ದಿ: 10-06-2025 ಬೆಳಿಗ್ಗೆ 10:30 ಘಂಟೆಯಿಂದ ಜಿಲ್ಲಾ ಆರ್.ಸಿ.ಹೆಚ್ ಅಧಿಕಾರಿಗಳ ಕಛೇರಿ, ಕಾರವಾರ. bbox=[694, 1272, 929, 1296]
specialty-cell: 04 bbox=[138, 286, 160, 297]
signatory-location: ಉತ್ತರ ಕನ್ನಡ, ಕಾರವಾರ. bbox=[676, 1460, 738, 1469]
post-age: ಸರಕಾರದ ನಿಯಮದಂತೆ bbox=[184, 877, 230, 979]
roster-table bbox=[707, 1075, 921, 1092]
qualification-text: ಡೆಂಟಲ್ ಕೌನ್ಸಿಲ್ ಆಫ್ ಇಂಡಿಯಾದಿಂದ ಅಂಗೀಕರಿಸಿದ ಬಿ.ಡಿ.ಎಸ್ ಪದವಿ ಹಾಗೂ 02 ವರ್ಷಗಳ ಕಾರ್ಯ ಅನುಭವವುಳ್ಳ/ ಇಂಟರ್ನ್‌ಷಿಪ್ ಕಾರ್ಯನಿರ್ವಹಣೆ ಕುರಿತ ನಿರ್ವಹಣೆ ಮಾಡಿದ ಅನುಭವ ಹೊಂದಿರಬೇಕು. bbox=[243, 878, 459, 895]
specialty-cell: ಜನರಲ್ ಸರ್ಜನ್ bbox=[160, 297, 220, 308]
specialty-cell: 04 bbox=[220, 247, 256, 266]
roster-cell: 01 bbox=[707, 612, 736, 620]
post-age: ಸರಕಾರದ ನಿಯಮದಂತೆ bbox=[184, 687, 230, 781]
roster-cell: 01 bbox=[707, 1083, 736, 1091]
health-dept-logo-icon bbox=[19, 29, 47, 53]
roster-row bbox=[707, 299, 920, 307]
roster-cell: ಇತರೇ bbox=[804, 96, 858, 104]
post-row bbox=[482, 781, 931, 931]
post-sno: 04 bbox=[14, 781, 30, 877]
specialty-row bbox=[138, 350, 421, 361]
roster-cell: ಸಾಮಾನ್ಯ bbox=[736, 628, 809, 636]
post-qualification bbox=[230, 1321, 473, 1471]
office-location: ಉತ್ತರಕನ್ನಡ, ಕಾರವಾರ. bbox=[103, 71, 221, 89]
roster-table bbox=[707, 603, 921, 637]
post-qualification bbox=[698, 781, 931, 931]
state-emblem-icon bbox=[229, 27, 247, 45]
post-sno: 13 bbox=[482, 551, 498, 781]
roster-col: ಕ್ರಸಂ bbox=[707, 291, 740, 299]
post-extra: ಸ್ಥಳ : ಜಿಲ್ಲಾ ಆಸ್ಪತ್ರೆ, ಕಾರವಾರ. bbox=[781, 395, 847, 404]
specialty-cell: 02 bbox=[220, 350, 256, 361]
post-designation: ಡೆಂಟಲ್ ಟೆಕ್ನಿಷಿಯನ್ bbox=[30, 979, 94, 1085]
roster-col: ಹುದ್ದೆ ಸಂಖ್ಯೆ bbox=[858, 377, 921, 385]
specialty-cell: 06 bbox=[220, 267, 256, 286]
roster-cell: 02 bbox=[707, 487, 736, 495]
roster-cell: ಪ್ರವರ್ಗ I bbox=[273, 1365, 329, 1373]
roster-cell: 03 bbox=[707, 628, 736, 636]
roster-col: ಕ್ರಸಂ bbox=[707, 87, 737, 95]
post-age: ಪ.ಪಂ, 40 ವರ್ಷ bbox=[652, 459, 698, 551]
specialty-row bbox=[138, 361, 421, 372]
specialty-cell: ಅರವಳಿಕೆ ತಜ್ಞರು bbox=[160, 267, 220, 286]
post-qualification bbox=[698, 349, 931, 459]
roster-col: ಹುದ್ದೆ ಸಂಖ್ಯೆ bbox=[858, 951, 921, 959]
t1-desc: ಮಕ್ಕಳ ತಜ್ಞರು, ಸ್ತ್ರೀರೋಗ ತಜ್ಞರು, ಅರವಳಿಕೆ ತಜ್ಞರು ಮತ್ತು ವಿವಿಧ ತಜ್ಞತೆಯ ವೈದ್ಯರುಗಳ ಖಾಲಿ ಹುದ್ದೆ ಪರಿಗಣಿಸಿ ಅಥವಾ ಸರಕಾರದ ನಿಯಮದಂತೆ (ಎನ್.ಹೆಚ್.ಎಂ ನಿಯಮಾನುಸಾರ) bbox=[30, 205, 88, 575]
roster-col: ಹುದ್ದೆ ಸಂಖ್ಯೆ bbox=[397, 1137, 463, 1145]
roster-row bbox=[240, 1365, 463, 1373]
post-sno: 14 bbox=[482, 781, 498, 931]
roster-col: ಮೀಸಲಾತಿ bbox=[809, 1075, 860, 1083]
issue-date-text: 11 ಜೂನ್ 2025 bbox=[779, 2, 840, 12]
roster-col: ರೋಸ್ಟರ್ bbox=[271, 1137, 341, 1145]
roster-header bbox=[240, 897, 463, 905]
roster-header bbox=[707, 87, 920, 95]
roster-table bbox=[239, 1137, 463, 1154]
roster-row bbox=[707, 96, 920, 104]
post-count: 1 ಹುದ್ದೆ ವೇತನ : ರೂ.42,000=00 bbox=[562, 35, 652, 279]
schedule-label: ಅರ್ಜಿಗಳನ್ನು ವಿತರಿಸಲು ಪ್ರಾರಂಭಿಸುವ ದಿನಾಂಕ bbox=[484, 1272, 694, 1296]
roster-col: ಹುದ್ದೆ ಸಂಖ್ಯೆ bbox=[852, 291, 921, 299]
roster-header bbox=[707, 377, 920, 385]
roster-cell: ಪರಿಶಿಷ್ಟ ಜಾತಿ bbox=[737, 385, 804, 393]
